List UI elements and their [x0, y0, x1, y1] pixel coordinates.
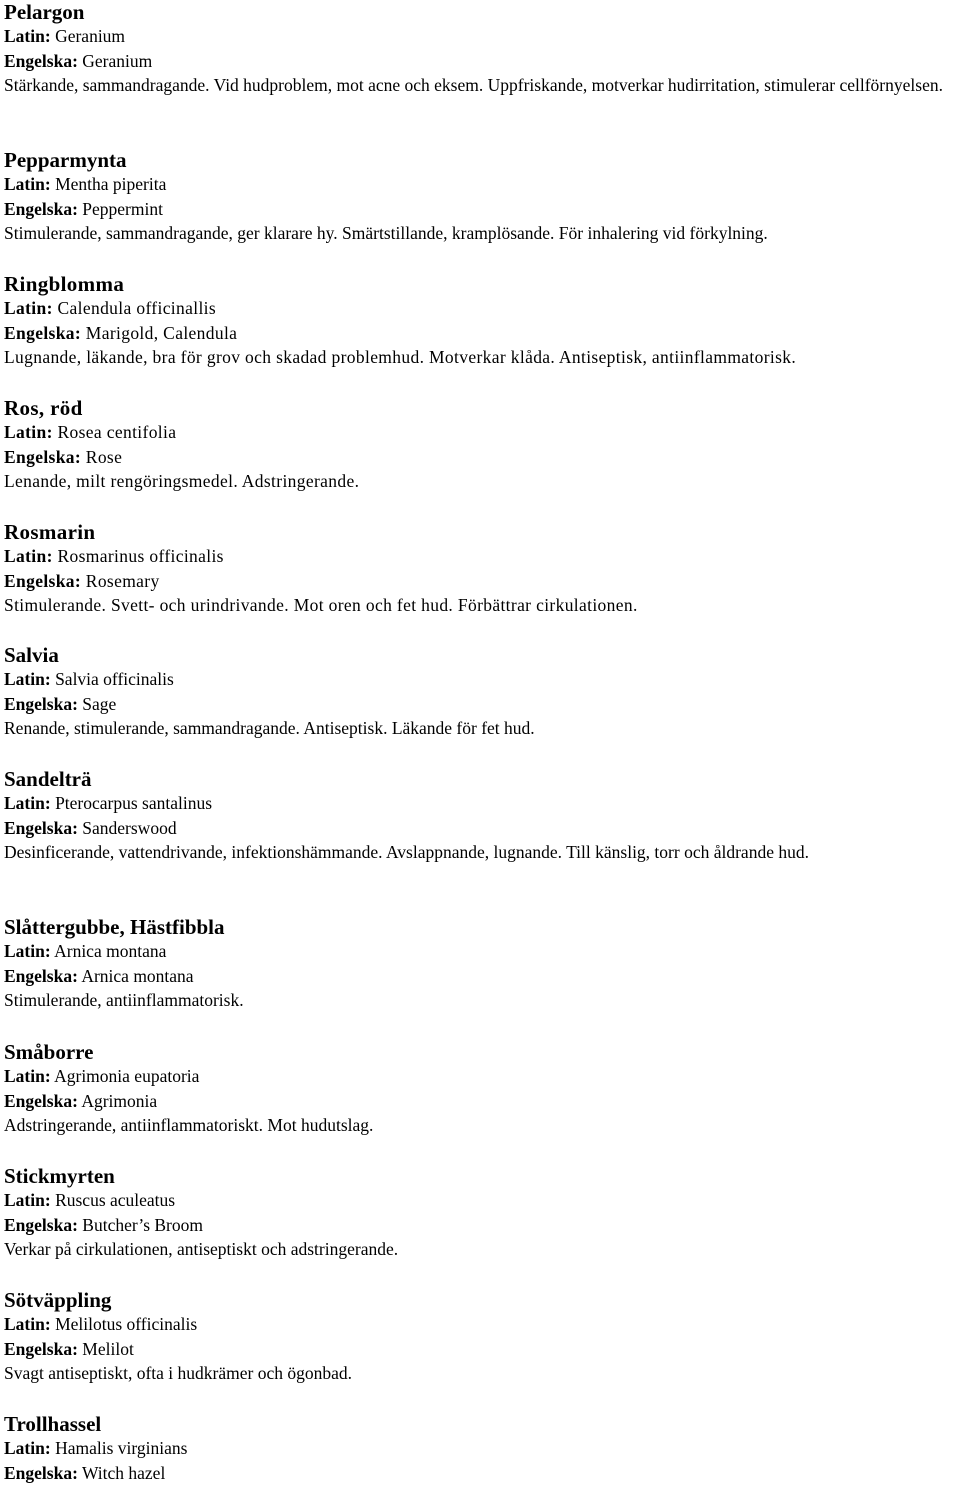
- herb-entry-ros-rod: [4, 396, 956, 494]
- herb-description: Svagt antiseptiskt, ofta i hudkrämer och ögonbad.: [4, 1363, 352, 1383]
- herb-name: Stickmyrten: [4, 1164, 115, 1188]
- english-name: Butcher’s Broom: [82, 1214, 203, 1235]
- english-name: Arnica montana: [81, 965, 194, 986]
- english-line: [4, 1213, 956, 1238]
- english-line: [4, 445, 956, 470]
- herb-name: Pepparmynta: [4, 148, 127, 172]
- latin-name: Geranium: [55, 26, 126, 46]
- herb-description: Stärkande, sammandragande. Vid hudproblem, mot acne och eksem. Uppfriskande, motverkar hudirritation, stimulerar cellförnyelsen.: [4, 75, 943, 95]
- herb-description: Stimulerande, sammandragande, ger klarare hy. Smärtstillande, kramplösande. För inhalering vid förkylning.: [4, 223, 768, 243]
- english-label: Engelska:: [4, 1090, 78, 1111]
- latin-line: [4, 791, 956, 816]
- english-label: Engelska:: [4, 965, 78, 986]
- herb-description: Desinficerande, vattendrivande, infektionshämmande. Avslappnande, lugnande. Till känslig, torr och åldrande hud.: [4, 842, 809, 862]
- latin-name: Arnica montana: [54, 941, 167, 961]
- latin-name: Mentha piperita: [55, 174, 167, 194]
- latin-label: Latin:: [4, 1190, 51, 1210]
- latin-label: Latin:: [4, 546, 53, 566]
- herb-description: Lugnande, läkande, bra för grov och skadad problemhud. Motverkar klåda. Antiseptisk, antiinflammatorisk.: [4, 347, 797, 367]
- english-line: [4, 1089, 956, 1114]
- latin-label: Latin:: [4, 793, 51, 813]
- english-name: Sage: [82, 693, 117, 714]
- latin-label: Latin:: [4, 1438, 51, 1458]
- latin-label: Latin:: [4, 1314, 51, 1334]
- english-name: Sanderswood: [82, 817, 177, 838]
- english-line: [4, 569, 956, 594]
- english-line: [4, 49, 956, 74]
- latin-name: Salvia officinalis: [55, 669, 174, 689]
- herb-entry-sandeltra: [4, 767, 956, 865]
- herb-description: Lenande, milt rengöringsmedel. Adstringerande.: [4, 471, 360, 491]
- herb-entry-smaborre: [4, 1040, 956, 1138]
- herb-entry-trollhassel: [4, 1412, 956, 1485]
- herb-name: Sandelträ: [4, 767, 92, 791]
- english-name: Witch hazel: [81, 1462, 166, 1483]
- english-label: Engelska:: [4, 1462, 78, 1483]
- herb-entry-stickmyrten: [4, 1164, 956, 1262]
- herb-entry-ringblomma: [4, 272, 956, 370]
- english-name: Rose: [85, 446, 123, 467]
- english-line: [4, 321, 956, 346]
- herb-name: Småborre: [4, 1040, 94, 1064]
- latin-name: Ruscus aculeatus: [55, 1190, 176, 1210]
- english-label: Engelska:: [4, 198, 78, 219]
- latin-line: [4, 667, 956, 692]
- latin-label: Latin:: [4, 669, 51, 689]
- english-label: Engelska:: [4, 50, 78, 71]
- latin-line: [4, 24, 956, 49]
- english-label: Engelska:: [4, 1214, 78, 1235]
- herb-name: Ringblomma: [4, 272, 125, 296]
- english-line: [4, 964, 956, 989]
- latin-label: Latin:: [4, 941, 51, 961]
- latin-line: [4, 172, 956, 197]
- latin-label: Latin:: [4, 174, 51, 194]
- english-name: Marigold, Calendula: [85, 322, 238, 343]
- latin-name: Melilotus officinalis: [55, 1314, 198, 1334]
- latin-line: [4, 939, 956, 964]
- latin-name: Calendula officinallis: [57, 298, 217, 318]
- herb-description: Stimulerande, antiinflammatorisk.: [4, 990, 244, 1010]
- english-name: Agrimonia: [81, 1090, 158, 1111]
- herb-entry-pepparmynta: [4, 148, 956, 246]
- herb-name: Rosmarin: [4, 520, 96, 544]
- latin-label: Latin:: [4, 422, 53, 442]
- herb-description: Adstringerande, antiinflammatoriskt. Mot hudutslag.: [4, 1115, 374, 1135]
- herb-description: Renande, stimulerande, sammandragande. Antiseptisk. Läkande för fet hud.: [4, 718, 535, 738]
- herb-name: Sötväppling: [4, 1288, 112, 1312]
- herb-name: Pelargon: [4, 0, 85, 24]
- herb-name: Trollhassel: [4, 1412, 102, 1436]
- english-line: [4, 816, 956, 841]
- latin-label: Latin:: [4, 298, 53, 318]
- english-label: Engelska:: [4, 693, 78, 714]
- english-label: Engelska:: [4, 817, 78, 838]
- english-line: [4, 197, 956, 222]
- herb-entry-slattergubbe: [4, 915, 956, 1013]
- herb-entry-sotvappling: [4, 1288, 956, 1386]
- herb-description: Verkar på cirkulationen, antiseptiskt och adstringerande.: [4, 1239, 399, 1259]
- english-name: Geranium: [82, 50, 153, 71]
- english-line: [4, 1461, 956, 1486]
- english-line: [4, 1337, 956, 1362]
- latin-name: Hamalis virginians: [55, 1438, 188, 1458]
- latin-name: Rosmarinus officinalis: [57, 546, 224, 566]
- latin-name: Rosea centifolia: [57, 422, 177, 442]
- latin-line: [4, 1188, 956, 1213]
- latin-line: [4, 296, 956, 321]
- english-label: Engelska:: [4, 446, 82, 467]
- latin-label: Latin:: [4, 1066, 51, 1086]
- herb-entry-rosmarin: [4, 520, 956, 618]
- herb-description: Stimulerande. Svett- och urindrivande. Mot oren och fet hud. Förbättrar cirkulationen.: [4, 595, 638, 615]
- latin-line: [4, 1312, 956, 1337]
- latin-line: [4, 420, 956, 445]
- herb-name: Ros, röd: [4, 396, 83, 420]
- latin-line: [4, 544, 956, 569]
- latin-label: Latin:: [4, 26, 51, 46]
- herb-name: Slåttergubbe, Hästfibbla: [4, 915, 225, 939]
- english-label: Engelska:: [4, 1338, 78, 1359]
- english-label: Engelska:: [4, 570, 82, 591]
- latin-name: Agrimonia eupatoria: [54, 1066, 200, 1086]
- english-name: Melilot: [82, 1338, 134, 1359]
- english-name: Peppermint: [82, 198, 163, 219]
- herb-name: Salvia: [4, 643, 59, 667]
- latin-line: [4, 1064, 956, 1089]
- english-line: [4, 692, 956, 717]
- herb-entry-salvia: [4, 643, 956, 741]
- herb-entry-pelargon: [4, 0, 956, 98]
- english-name: Rosemary: [85, 570, 160, 591]
- english-label: Engelska:: [4, 322, 82, 343]
- latin-name: Pterocarpus santalinus: [55, 793, 213, 813]
- latin-line: [4, 1436, 956, 1461]
